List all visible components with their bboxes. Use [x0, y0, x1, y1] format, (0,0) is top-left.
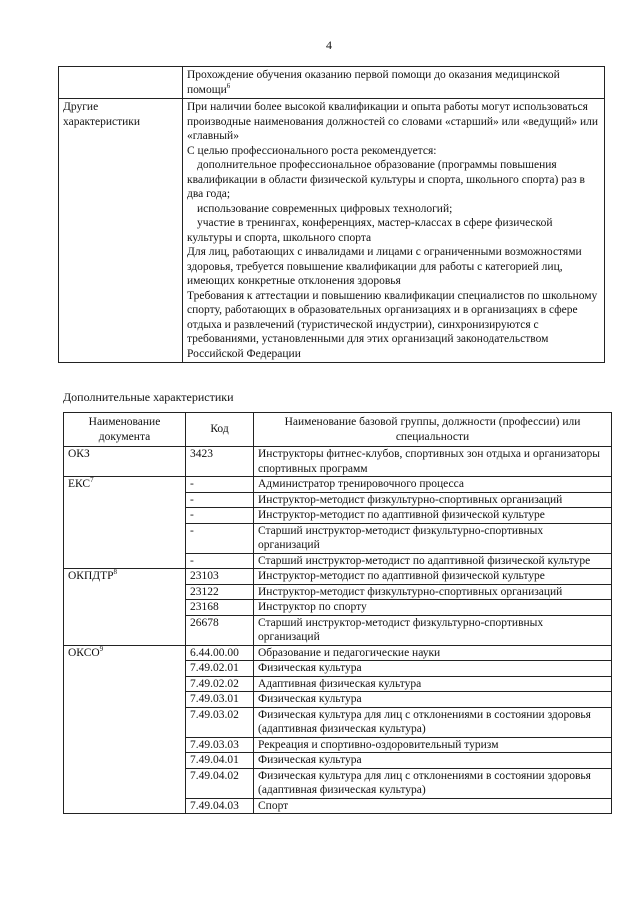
footnote-marker: 8	[113, 568, 118, 577]
page-number: 4	[326, 38, 332, 52]
document-cell	[64, 645, 186, 814]
code-cell: 7.49.03.01	[186, 692, 254, 708]
table-row	[64, 645, 612, 661]
code-cell: 26678	[186, 615, 254, 645]
code-cell: 23103	[186, 569, 254, 585]
table-row	[64, 447, 612, 477]
other-characteristics-cell	[183, 99, 605, 363]
document-cell	[64, 447, 186, 477]
paragraph: Требования к аттестации и повышению квалификации специалистов по школьному спорту, работающих в образовательных организациях и в организациях в сфере отдыха и развлечений (туристической индустрии), синхронизируются с требованиями, установленными для этих организаций законодательством Российской Федерации	[187, 289, 598, 360]
code-cell: 7.49.04.03	[186, 798, 254, 814]
code-cell: 3423	[186, 447, 254, 477]
document-name: ОКПДТР	[68, 570, 114, 582]
code-cell: 6.44.00.00	[186, 645, 254, 661]
occupation-name-cell: Инструктор по спорту	[254, 600, 612, 616]
code-cell: 7.49.03.03	[186, 737, 254, 753]
paragraph: использование современных цифровых технологий;	[197, 202, 453, 215]
occupation-name-cell: Старший инструктор-методист физкультурно-спортивных организаций	[254, 615, 612, 645]
table-row	[64, 477, 612, 493]
occupation-name-cell: Спорт	[254, 798, 612, 814]
document-name: ОКЗ	[68, 448, 90, 460]
characteristics-table	[58, 66, 605, 363]
row-label: Другие характеристики	[59, 99, 183, 363]
footnote-marker: 6	[226, 81, 231, 90]
paragraph: участие в тренингах, конференциях, мастер-классах в сфере физической культуры и спорта, школьного спорта	[187, 217, 553, 244]
occupation-name-cell: Физическая культура	[254, 692, 612, 708]
code-cell: -	[186, 508, 254, 524]
code-cell: 7.49.02.01	[186, 661, 254, 677]
code-cell: 7.49.02.02	[186, 676, 254, 692]
occupation-name-cell: Образование и педагогические науки	[254, 645, 612, 661]
paragraph: дополнительное профессиональное образование (программы повышения квалификации в области физической культуры и спорта, школьного спорта) раз в два года;	[187, 159, 585, 200]
occupation-name-cell: Старший инструктор-методист физкультурно-спортивных организаций	[254, 523, 612, 553]
code-cell: -	[186, 553, 254, 569]
first-aid-training-cell	[183, 67, 605, 99]
code-cell: 7.49.03.02	[186, 707, 254, 737]
code-cell: -	[186, 492, 254, 508]
occupation-name-cell: Инструктор-методист по адаптивной физической культуре	[254, 508, 612, 524]
column-header-document: Наименование документа	[64, 413, 186, 447]
code-cell: 7.49.04.02	[186, 768, 254, 798]
section-heading: Дополнительные характеристики	[63, 390, 234, 404]
column-header-name: Наименование базовой группы, должности (профессии) или специальности	[254, 413, 612, 447]
column-header-code: Код	[186, 413, 254, 447]
document-cell	[64, 569, 186, 646]
paragraph: При наличии более высокой квалификации и опыта работы могут использоваться производные наименования должностей со словами «старший» или «ведущий» или «главный»	[187, 101, 599, 142]
occupation-name-cell: Физическая культура	[254, 753, 612, 769]
code-cell: 7.49.04.01	[186, 753, 254, 769]
occupation-name-cell: Рекреация и спортивно-оздоровительный туризм	[254, 737, 612, 753]
occupation-name-cell: Инструктор-методист физкультурно-спортивных организаций	[254, 584, 612, 600]
table-row	[59, 99, 605, 363]
occupation-name-cell: Физическая культура для лиц с отклонениями в состоянии здоровья (адаптивная физическая культура)	[254, 768, 612, 798]
footnote-marker: 7	[90, 476, 94, 485]
occupation-name-cell: Физическая культура	[254, 661, 612, 677]
header-row	[64, 413, 612, 447]
code-cell: -	[186, 523, 254, 553]
occupation-name-cell: Адаптивная физическая культура	[254, 676, 612, 692]
code-cell: 23168	[186, 600, 254, 616]
row-label	[59, 67, 183, 99]
document-name: ЕКС	[68, 478, 91, 490]
occupation-name-cell: Физическая культура для лиц с отклонениями в состоянии здоровья (адаптивная физическая культура)	[254, 707, 612, 737]
document-name: ОКСО	[68, 646, 100, 659]
additional-characteristics-table	[63, 412, 612, 814]
paragraph: С целью профессионального роста рекомендуется:	[187, 144, 437, 157]
table-row	[59, 67, 605, 99]
footnote-marker: 9	[99, 644, 104, 653]
code-cell: -	[186, 477, 254, 493]
table-row	[64, 569, 612, 585]
document-cell	[64, 477, 186, 569]
code-cell: 23122	[186, 584, 254, 600]
occupation-name-cell: Инструкторы фитнес-клубов, спортивных зон отдыха и организаторы спортивных программ	[254, 447, 612, 477]
occupation-name-cell: Старший инструктор-методист по адаптивной физической культуре	[254, 553, 612, 569]
occupation-name-cell: Инструктор-методист физкультурно-спортивных организаций	[254, 492, 612, 508]
occupation-name-cell: Инструктор-методист по адаптивной физической культуре	[254, 569, 612, 585]
paragraph: Для лиц, работающих с инвалидами и лицами с ограниченными возможностями здоровья, требуется повышение квалификации для работы с категорией лиц, имеющих конкретные отклонения здоровья	[187, 246, 582, 287]
occupation-name-cell: Администратор тренировочного процесса	[254, 477, 612, 493]
first-aid-text: Прохождение обучения оказанию первой помощи до оказания медицинской помощи	[187, 69, 560, 96]
